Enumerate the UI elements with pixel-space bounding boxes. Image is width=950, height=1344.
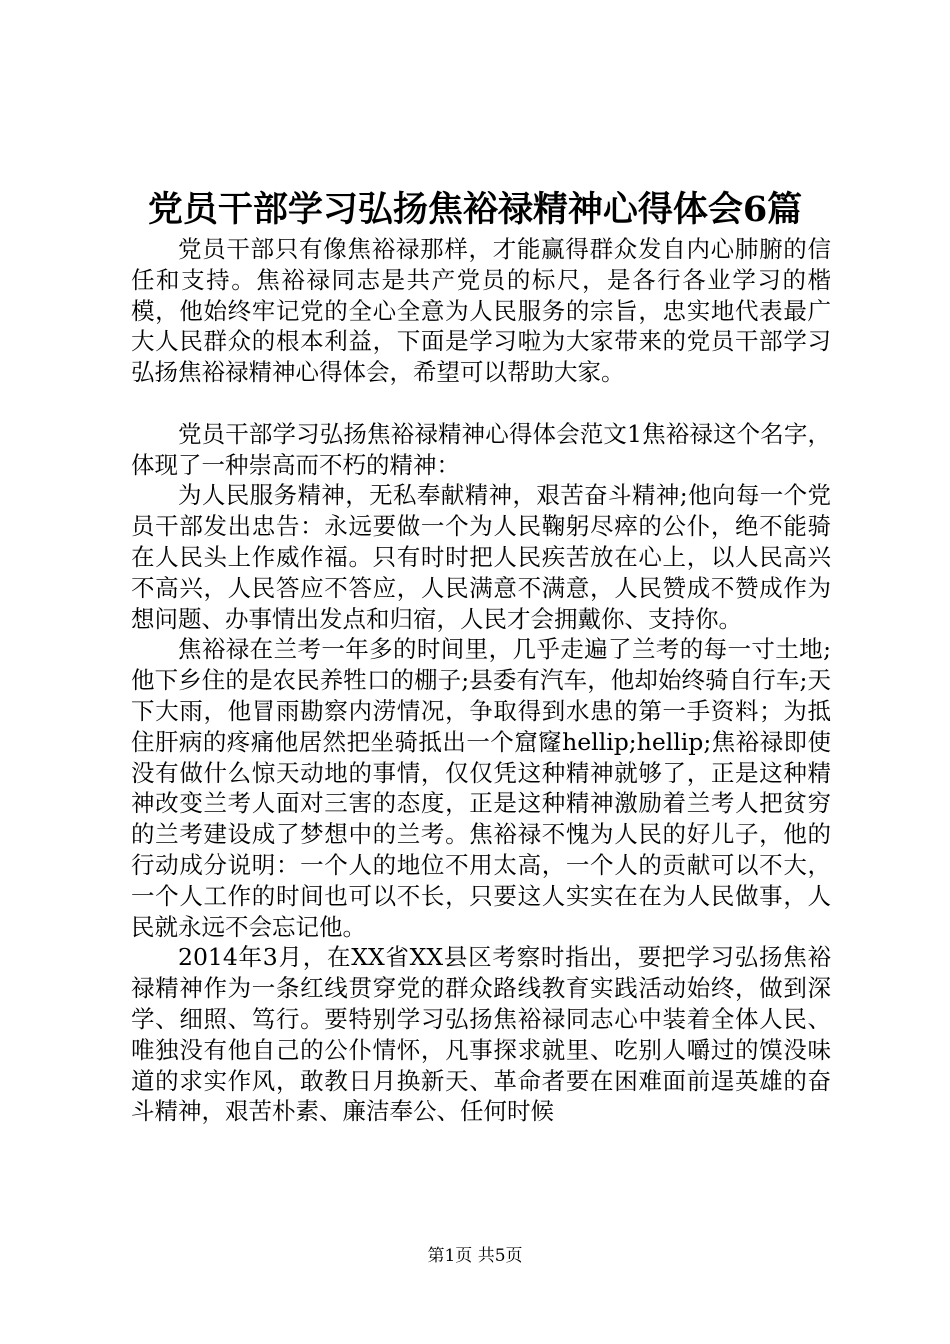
document-body [131,234,831,1127]
paragraph-essay-1-heading: 党员干部学习弘扬焦裕禄精神心得体会范文1焦裕禄这个名字，体现了一种崇高而不朽的精神： [131,419,831,479]
paragraph-intro: 党员干部只有像焦裕禄那样，才能赢得群众发自内心肺腑的信任和支持。焦裕禄同志是共产党员的标尺，是各行各业学习的楷模，他始终牢记党的全心全意为人民服务的宗旨，忠实地代表最广大人民群众的根本利益，下面是学习啦为大家带来的党员干部学习弘扬焦裕禄精神心得体会，希望可以帮助大家。 [131,235,831,387]
paragraph-spirit: 为人民服务精神，无私奉献精神，艰苦奋斗精神;他向每一个党员干部发出忠告：永远要做一个为人民鞠躬尽瘁的公仆，绝不能骑在人民头上作威作福。只有时时把人民疾苦放在心上，以人民高兴不高兴，人民答应不答应，人民满意不满意，人民赞成不赞成作为想问题、办事情出发点和归宿，人民才会拥戴你、支持你。 [131,481,831,633]
paragraph-2014: 2014年3月，在XX省XX县区考察时指出，要把学习弘扬焦裕禄精神作为一条红线贯穿党的群众路线教育实践活动始终，做到深学、细照、笃行。要特别学习弘扬焦裕禄同志心中装着全体人民、唯独没有他自己的公仆情怀，凡事探求就里、吃别人嚼过的馍没味道的求实作风，敢教日月换新天、革命者要在困难面前逞英雄的奋斗精神，艰苦朴素、廉洁奉公、任何时候 [131,943,831,1126]
document-title: 党员干部学习弘扬焦裕禄精神心得体会6篇 [147,189,803,230]
page-footer: 第1页 共5页 [427,1246,523,1266]
paragraph-lankao: 焦裕禄在兰考一年多的时间里，几乎走遍了兰考的每一寸土地;他下乡住的是农民养牲口的棚子;县委有汽车，他却始终骑自行车;天下大雨，他冒雨勘察内涝情况，争取得到水患的第一手资料；为抵住肝病的疼痛他居然把坐骑抵出一个窟窿hellip;hellip;焦裕禄即使没有做什么惊天动地的事情，仅仅凭这种精神就够了，正是这种精神改变兰考人面对三害的态度，正是这种精神激励着兰考人把贫穷的兰考建设成了梦想中的兰考。焦裕禄不愧为人民的好儿子，他的行动成分说明：一个人的地位不用太高，一个人的贡献可以不大，一个人工作的时间也可以不长，只要这人实实在在为人民做事，人民就永远不会忘记他。 [131,635,831,941]
